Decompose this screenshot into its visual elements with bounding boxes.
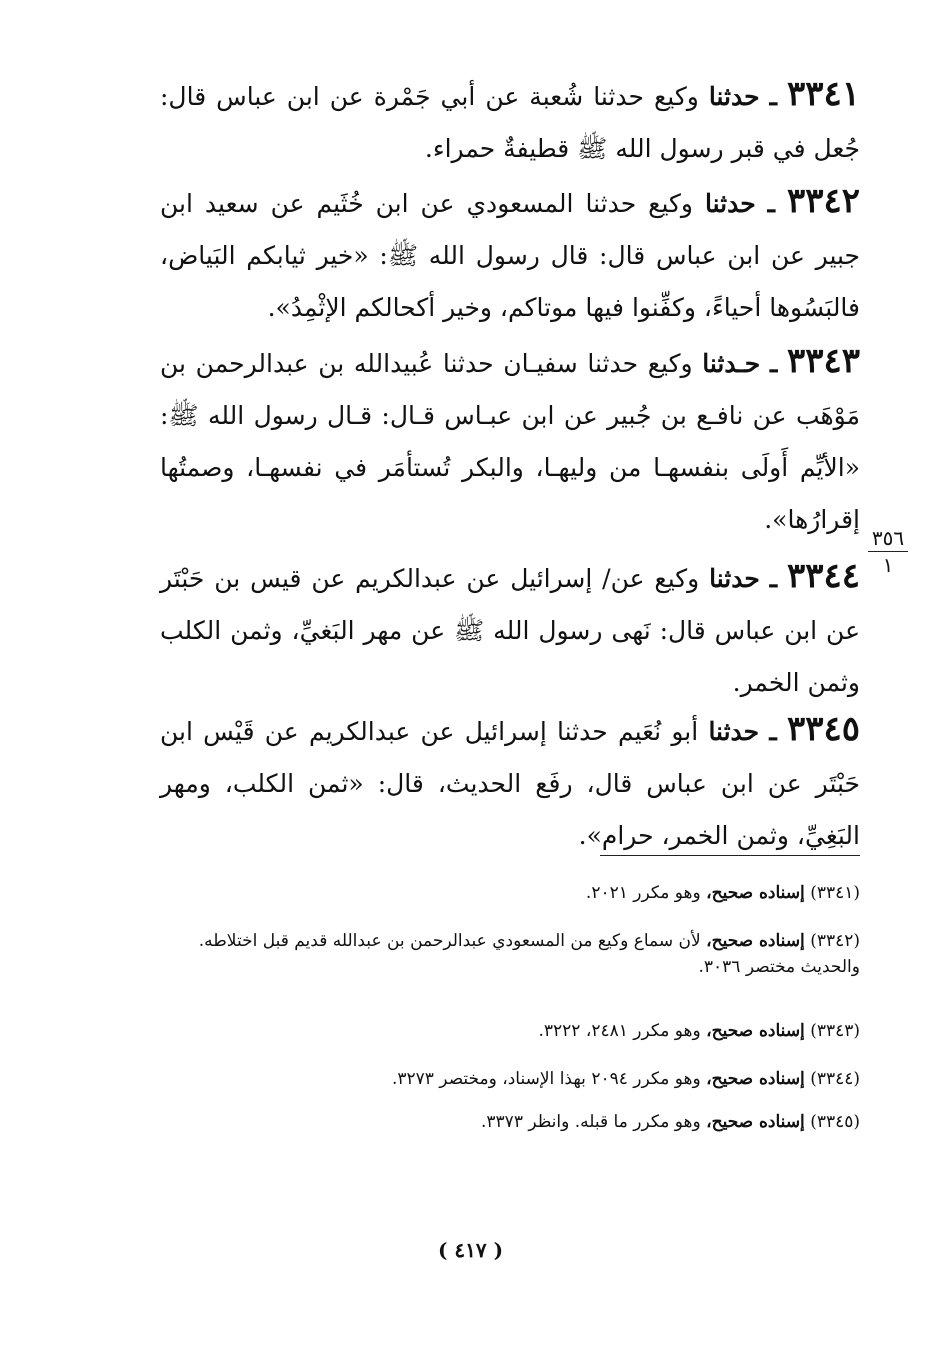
hadith-keyword: حدثنا xyxy=(708,82,760,111)
manuscript-page-reference xyxy=(868,527,908,576)
hadith-separator: ـ xyxy=(769,564,778,593)
footnote-label: إسناده صحيح، xyxy=(706,1069,805,1089)
hadith-text: وكيع عن/ إسرائيل عن عبدالكريم عن قيس بن حَبْتَر عن ابن عباس قال: نَهى رسول الله ﷺ عن مهر البَغيِّ، وثمن الكلب وثمن الخمر. xyxy=(160,564,860,697)
hadith-keyword: حدثنا xyxy=(708,717,760,746)
footnote-3341 xyxy=(160,880,860,906)
hadith-paragraph xyxy=(160,175,860,334)
hadith-3343 xyxy=(160,335,860,546)
footnote-paragraph xyxy=(160,1109,860,1135)
footnote-paragraph xyxy=(160,880,860,906)
hadith-paragraph xyxy=(160,550,860,709)
hadith-number: ٣٣٤١ xyxy=(786,74,860,114)
footnote-label: إسناده صحيح، xyxy=(706,883,805,903)
footnote-paragraph xyxy=(160,928,860,980)
margin-ref-bottom: ١ xyxy=(882,553,894,577)
footnote-text: وهو مكرر ٢٠٢١. xyxy=(585,883,701,903)
hadith-separator: ـ xyxy=(769,82,777,111)
hadith-paragraph xyxy=(160,703,860,862)
margin-ref-top: ٣٥٦ xyxy=(871,526,905,550)
footnote-number: (٣٣٤٤) xyxy=(810,1069,860,1089)
footnote-label: إسناده صحيح، xyxy=(706,1021,805,1041)
hadith-3345 xyxy=(160,703,860,862)
hadith-text: وكيع حدثنا سفيـان حدثنا عُبيدالله بن عبدالرحمن بن مَوْهَب عن نافـع بن جُبير عن ابن عبـاس قـال: قـال رسول الله ﷺ: «الأيِّم أَولَى بنفسهـا من وليهـا، والبكر تُستأمَر في نفسهـا، وصمتُها إقرارُها». xyxy=(160,349,860,534)
footnote-label: إسناده صحيح، xyxy=(706,931,805,951)
footnote-paragraph xyxy=(160,1018,860,1044)
margin-ref-divider xyxy=(868,551,908,552)
footnote-3345 xyxy=(160,1109,860,1135)
page-number: ( ٤١٧ ) xyxy=(437,1238,504,1262)
footnote-number: (٣٣٤٣) xyxy=(810,1021,860,1041)
footnote-3342 xyxy=(160,928,860,980)
footnote-3344 xyxy=(160,1066,860,1092)
hadith-paragraph xyxy=(160,68,860,175)
footnote-text: وهو مكرر ٢٤٨١، ٣٢٢٢. xyxy=(538,1021,701,1041)
hadith-text: أبو نُعَيم حدثنا إسرائيل عن عبدالكريم عن قَيْس ابن حَبْتَر عن ابن عباس قال، رفَع الحديث، قال: «ثمن الكلب، ومهر البَغِيِّ، وثمن الخمر، حرام». xyxy=(160,717,860,850)
hadith-number: ٣٣٤٤ xyxy=(786,556,860,596)
hadith-3341 xyxy=(160,68,860,175)
hadith-text: وكيع حدثنا المسعودي عن ابن خُثَيم عن سعيد ابن جبير عن ابن عباس قال: قال رسول الله ﷺ: «خير ثيابكم البَياض، فالبَسُوها أحياءً، وكفِّنوا فيها موتاكم، وخير أكحالكم الإثْمِدُ». xyxy=(160,189,860,322)
footnote-text: وهو مكرر ٢٠٩٤ بهذا الإسناد، ومختصر ٣٢٧٣. xyxy=(391,1069,701,1089)
hadith-3344 xyxy=(160,550,860,709)
footnote-number: (٣٣٤١) xyxy=(810,883,860,903)
footnote-number: (٣٣٤٢) xyxy=(810,931,860,951)
hadith-number: ٣٣٤٣ xyxy=(786,341,860,381)
hadith-3342 xyxy=(160,175,860,334)
hadith-paragraph xyxy=(160,335,860,546)
footnote-label: إسناده صحيح، xyxy=(706,1112,805,1132)
hadith-separator: ـ xyxy=(769,349,778,378)
hadith-keyword: حدثنا xyxy=(704,189,756,218)
footnote-3343 xyxy=(160,1018,860,1044)
hadith-keyword: حـدثنا xyxy=(702,349,761,378)
hadith-number: ٣٣٤٢ xyxy=(786,181,860,221)
footnote-text: وهو مكرر ما قبله. وانظر ٣٣٧٣. xyxy=(481,1112,701,1132)
hadith-text: وكيع حدثنا شُعبة عن أبي جَمْرة عن ابن عباس قال: جُعل في قبر رسول الله ﷺ قطيفةٌ حمراء. xyxy=(160,82,860,163)
footnote-number: (٣٣٤٥) xyxy=(810,1112,860,1132)
hadith-keyword: حدثنا xyxy=(709,564,760,593)
footnote-text: لأن سماع وكيع من المسعودي عبدالرحمن بن عبدالله قديم قبل اختلاطه. والحديث مختصر ٣٠٣٦. xyxy=(198,931,860,977)
hadith-separator: ـ xyxy=(767,189,775,218)
hadith-number: ٣٣٤٥ xyxy=(786,709,860,749)
footnote-separator-rule xyxy=(600,855,860,856)
footnote-paragraph xyxy=(160,1066,860,1092)
hadith-separator: ـ xyxy=(769,717,777,746)
